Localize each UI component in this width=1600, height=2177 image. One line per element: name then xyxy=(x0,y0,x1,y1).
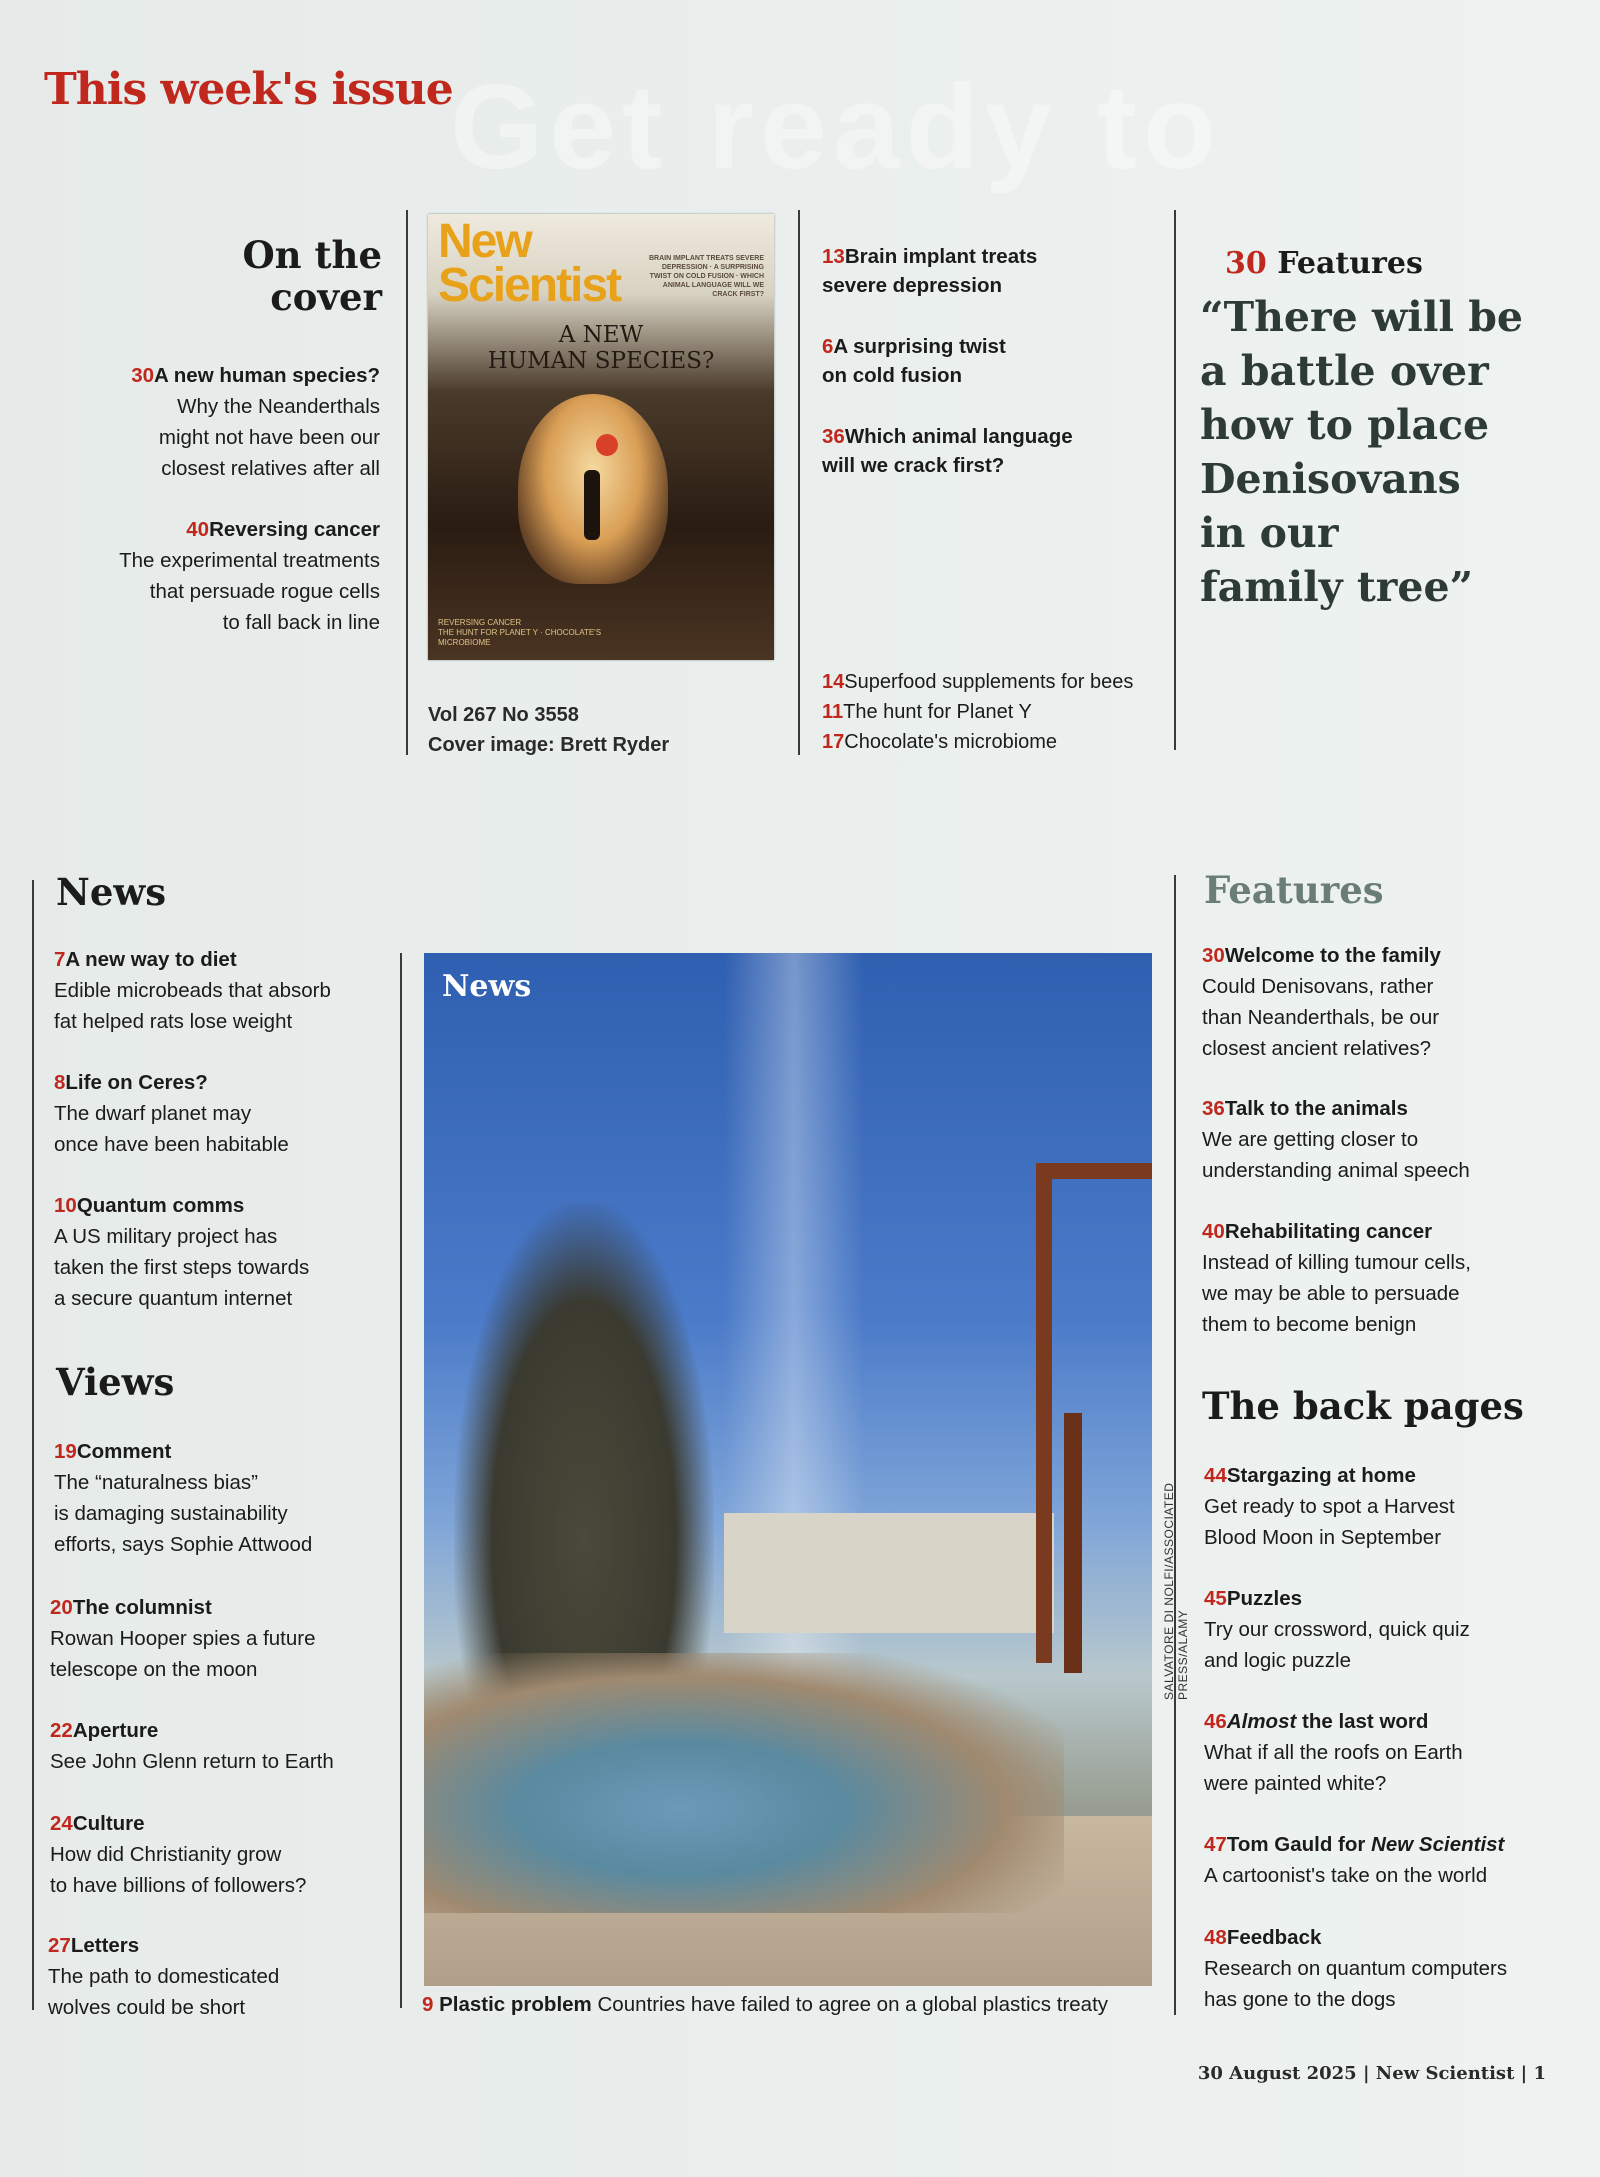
cover-teaser[interactable] xyxy=(822,422,1082,480)
toc-item[interactable] xyxy=(1202,940,1562,1064)
item-desc: We are getting closer to xyxy=(1202,1128,1419,1151)
page-number: 40 xyxy=(1202,1220,1225,1243)
item-desc: a secure quantum internet xyxy=(54,1287,293,1310)
divider xyxy=(32,880,34,2010)
news-heading: News xyxy=(56,870,167,914)
item-title: Welcome to the family xyxy=(1224,944,1441,967)
item-desc: See John Glenn return to Earth xyxy=(50,1750,334,1773)
toc-item[interactable] xyxy=(1204,1706,1564,1799)
item-desc: Research on quantum computers xyxy=(1204,1957,1508,1980)
toc-item[interactable] xyxy=(1204,1922,1564,2015)
item-title: the last word xyxy=(1296,1710,1429,1733)
page-number: 7 xyxy=(54,948,66,971)
new-scientist-logo xyxy=(438,215,621,312)
item-desc: understanding animal speech xyxy=(1202,1159,1470,1182)
cover-headline-line: HUMAN SPECIES? xyxy=(487,348,715,374)
cover-headline-line: A NEW xyxy=(558,322,644,348)
building-illustration xyxy=(724,1513,1054,1633)
small-teaser[interactable] xyxy=(822,727,1057,757)
plastic-pile-illustration xyxy=(424,1653,1064,1913)
item-title: Reversing cancer xyxy=(209,518,380,541)
item-desc: closest ancient relatives? xyxy=(1202,1037,1432,1060)
item-desc: to fall back in line xyxy=(222,611,380,634)
magazine-cover-image[interactable] xyxy=(428,214,774,660)
toc-item[interactable] xyxy=(1204,1829,1564,1891)
item-desc: Rowan Hooper spies a future xyxy=(50,1627,316,1650)
item-title: Quantum comms xyxy=(76,1194,245,1217)
toc-item[interactable] xyxy=(48,1930,348,2023)
divider xyxy=(400,953,402,2008)
item-desc: What if all the roofs on Earth xyxy=(1204,1741,1463,1764)
teaser-text: on cold fusion xyxy=(822,364,963,387)
item-title-italic: Almost xyxy=(1226,1710,1297,1733)
item-desc: closest relatives after all xyxy=(161,457,380,480)
page-number: 9 xyxy=(422,1993,434,2016)
features-pullquote-label xyxy=(1225,246,1423,281)
quote-line: in our xyxy=(1200,509,1339,557)
page-number: 22 xyxy=(50,1719,73,1742)
item-desc: A cartoonist's take on the world xyxy=(1204,1864,1488,1887)
page-footer: 30 August 2025 | New Scientist | 1 xyxy=(1197,2063,1546,2084)
toc-item[interactable] xyxy=(1204,1460,1564,1553)
photo-caption xyxy=(422,1993,1108,2017)
item-title: Comment xyxy=(76,1440,172,1463)
item-desc: Instead of killing tumour cells, xyxy=(1202,1251,1471,1274)
page-number: 11 xyxy=(822,701,844,723)
item-desc: than Neanderthals, be our xyxy=(1202,1006,1440,1029)
item-desc: Get ready to spot a Harvest xyxy=(1204,1495,1455,1518)
cover-footer xyxy=(438,618,638,648)
cover-credit: Cover image: Brett Ryder xyxy=(428,734,670,756)
item-desc: we may be able to persuade xyxy=(1202,1282,1460,1305)
item-desc: fat helped rats lose weight xyxy=(54,1010,293,1033)
cover-item[interactable] xyxy=(80,514,380,638)
small-teaser[interactable] xyxy=(822,697,1032,727)
item-desc: efforts, says Sophie Attwood xyxy=(54,1533,313,1556)
item-title: Life on Ceres? xyxy=(65,1071,208,1094)
volume-info xyxy=(428,700,669,760)
item-desc: might not have been our xyxy=(158,426,380,449)
page-number: 30 xyxy=(1225,246,1267,281)
item-desc: wolves could be short xyxy=(48,1996,246,2019)
page-number: 13 xyxy=(822,245,845,268)
page-number: 30 xyxy=(131,364,155,387)
on-the-cover-heading-line1: On the xyxy=(242,233,382,277)
item-title: Aperture xyxy=(72,1719,159,1742)
toc-item[interactable] xyxy=(1202,1216,1562,1340)
quote-line: family tree” xyxy=(1200,563,1474,611)
quote-line: how to place xyxy=(1200,401,1490,449)
page-number: 20 xyxy=(50,1596,73,1619)
features-label: Features xyxy=(1277,246,1423,281)
page-number: 27 xyxy=(48,1934,71,1957)
teaser-text: severe depression xyxy=(822,274,1003,297)
item-title: Stargazing at home xyxy=(1226,1464,1416,1487)
page-number: 19 xyxy=(54,1440,77,1463)
toc-item[interactable] xyxy=(50,1592,350,1685)
page-number: 40 xyxy=(186,518,210,541)
page-number: 44 xyxy=(1204,1464,1227,1487)
item-desc: Could Denisovans, rather xyxy=(1202,975,1434,998)
sun-illustration xyxy=(596,434,618,456)
volume-number: Vol 267 No 3558 xyxy=(428,704,579,726)
page-number: 48 xyxy=(1204,1926,1227,1949)
item-desc: The “naturalness bias” xyxy=(54,1471,258,1494)
item-title: Letters xyxy=(70,1934,140,1957)
item-desc: The path to domesticated xyxy=(48,1965,280,1988)
cover-teaser[interactable] xyxy=(822,332,1082,390)
chair-leg-illustration xyxy=(1064,1413,1082,1673)
back-pages-heading: The back pages xyxy=(1202,1384,1524,1428)
photo-section-label: News xyxy=(442,969,532,1004)
caption-title: Plastic problem xyxy=(439,1993,592,2016)
item-desc: A US military project has xyxy=(54,1225,278,1248)
page-number: 45 xyxy=(1204,1587,1227,1610)
item-desc: Blood Moon in September xyxy=(1204,1526,1442,1549)
views-heading: Views xyxy=(56,1360,175,1404)
cover-headline xyxy=(428,322,774,374)
page-title: This week's issue xyxy=(44,64,453,115)
page-number: 8 xyxy=(54,1071,66,1094)
item-desc: Try our crossword, quick quiz xyxy=(1204,1618,1470,1641)
page-number: 24 xyxy=(50,1812,73,1835)
news-photo[interactable] xyxy=(424,953,1152,1986)
teaser-text: Chocolate's microbiome xyxy=(844,731,1058,753)
toc-item[interactable] xyxy=(54,1067,354,1160)
divider xyxy=(406,210,408,755)
cover-teaser[interactable] xyxy=(822,242,1082,300)
item-desc: telescope on the moon xyxy=(50,1658,258,1681)
divider xyxy=(798,210,800,755)
item-desc: How did Christianity grow xyxy=(50,1843,282,1866)
teaser-text: Superfood supplements for bees xyxy=(844,671,1134,693)
toc-item[interactable] xyxy=(1202,1093,1562,1186)
photo-credit: SALVATORE DI NOLFI/ASSOCIATED PRESS/ALAMY xyxy=(1162,1482,1190,1700)
item-title-italic: New Scientist xyxy=(1371,1833,1505,1856)
caption-text: Countries have failed to agree on a global plastics treaty xyxy=(597,1993,1109,2016)
toc-item[interactable] xyxy=(50,1808,350,1901)
item-title: A new way to diet xyxy=(65,948,237,971)
cover-blurb: BRAIN IMPLANT TREATS SEVERE DEPRESSION · A SURPRISING TWIST ON COLD FUSION · WHICH ANIMAL LANGUAGE WILL WE CRACK FIRST? xyxy=(649,255,764,298)
teaser-text: A surprising twist xyxy=(833,335,1006,358)
features-heading: Features xyxy=(1204,868,1384,912)
item-desc: them to become benign xyxy=(1202,1313,1417,1336)
item-title: The columnist xyxy=(72,1596,212,1619)
item-desc: The dwarf planet may xyxy=(54,1102,252,1125)
quote-line: a battle over xyxy=(1200,347,1489,395)
item-title: Talk to the animals xyxy=(1224,1097,1408,1120)
divider xyxy=(1174,210,1176,750)
teaser-text: Which animal language xyxy=(844,425,1073,448)
logo-line: New xyxy=(438,215,531,268)
toc-item[interactable] xyxy=(54,1190,354,1314)
item-desc: were painted white? xyxy=(1204,1772,1387,1795)
item-title: Puzzles xyxy=(1226,1587,1303,1610)
on-the-cover-heading xyxy=(122,234,382,318)
broken-chair-illustration xyxy=(1036,1163,1152,1663)
toc-item[interactable] xyxy=(54,944,354,1037)
ghost-bleed-text: Get ready to xyxy=(450,60,1223,194)
item-title: Rehabilitating cancer xyxy=(1224,1220,1433,1243)
item-title: Tom Gauld for xyxy=(1226,1833,1372,1856)
page-number: 14 xyxy=(822,671,845,693)
item-desc: The experimental treatments xyxy=(119,549,380,572)
teaser-text: The hunt for Planet Y xyxy=(843,701,1032,723)
item-desc: is damaging sustainability xyxy=(54,1502,288,1525)
page-number: 46 xyxy=(1204,1710,1227,1733)
quote-line: “There will be xyxy=(1200,293,1523,341)
item-desc: Why the Neanderthals xyxy=(177,395,380,418)
item-desc: once have been habitable xyxy=(54,1133,289,1156)
page-number: 47 xyxy=(1204,1833,1227,1856)
quote-line: Denisovans xyxy=(1200,455,1461,503)
page-number: 17 xyxy=(822,731,845,753)
page-number: 10 xyxy=(54,1194,77,1217)
page-number: 30 xyxy=(1202,944,1225,967)
item-desc: that persuade rogue cells xyxy=(149,580,380,603)
toc-item[interactable] xyxy=(1204,1583,1564,1676)
page-number: 36 xyxy=(1202,1097,1225,1120)
item-title: A new human species? xyxy=(154,364,380,387)
page-number: 36 xyxy=(822,425,845,448)
item-desc: taken the first steps towards xyxy=(54,1256,310,1279)
cover-footer-line: THE HUNT FOR PLANET Y · CHOCOLATE'S MICROBIOME xyxy=(438,628,602,647)
item-desc: has gone to the dogs xyxy=(1204,1988,1396,2011)
cover-item[interactable] xyxy=(80,360,380,484)
toc-item[interactable] xyxy=(54,1436,354,1560)
page-number: 6 xyxy=(822,335,834,358)
human-figure-illustration xyxy=(584,470,600,540)
cover-footer-line: REVERSING CANCER xyxy=(438,618,522,627)
item-desc: Edible microbeads that absorb xyxy=(54,979,331,1002)
item-title: Feedback xyxy=(1226,1926,1322,1949)
on-the-cover-heading-line2: cover xyxy=(270,275,382,319)
teaser-text: will we crack first? xyxy=(822,454,1005,477)
teaser-text: Brain implant treats xyxy=(844,245,1038,268)
item-desc: and logic puzzle xyxy=(1204,1649,1352,1672)
pull-quote xyxy=(1200,290,1560,614)
small-teaser[interactable] xyxy=(822,667,1133,697)
toc-item[interactable] xyxy=(50,1715,350,1777)
logo-line: Scientist xyxy=(438,259,621,312)
item-desc: to have billions of followers? xyxy=(50,1874,307,1897)
item-title: Culture xyxy=(72,1812,145,1835)
